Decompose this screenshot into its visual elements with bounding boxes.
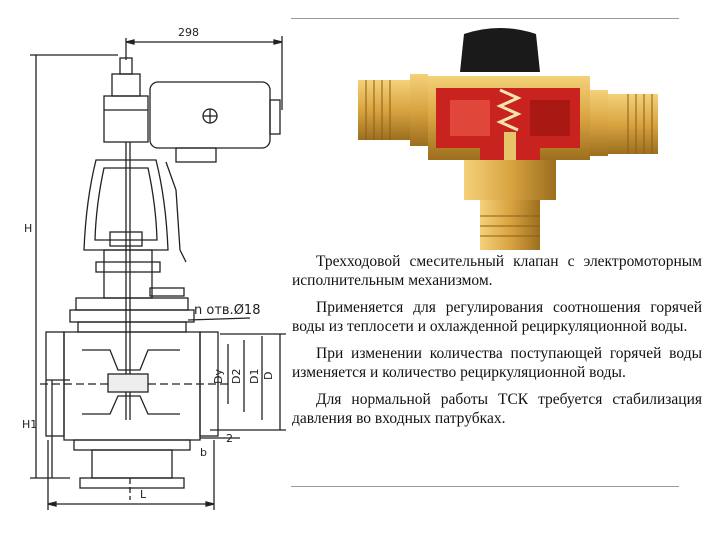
valve-technical-drawing bbox=[0, 0, 300, 540]
dim-D1-label: D1 bbox=[248, 368, 261, 384]
dim-D2-label: D2 bbox=[230, 368, 243, 384]
description-text bbox=[292, 252, 702, 436]
paragraph: Трехходовой смесительный клапан с электромоторным исполнительным механизмом. bbox=[292, 253, 702, 289]
dim-width-label: 298 bbox=[178, 26, 199, 39]
dim-Dy-label: Dy bbox=[212, 369, 225, 384]
valve-cutaway-photo bbox=[340, 20, 720, 260]
dim-H-label: H bbox=[24, 222, 33, 235]
paragraph: Для нормальной работы ТСК требуется стабилизация давления во входных патрубках. bbox=[292, 391, 702, 427]
holes-label: n отв.Ø18 bbox=[194, 303, 261, 318]
dim-b-label: b bbox=[200, 446, 207, 459]
dim-L-label: L bbox=[140, 488, 147, 501]
dim-D-label: D bbox=[262, 371, 275, 380]
bottom-divider bbox=[291, 486, 679, 487]
dim-H1-label: H1 bbox=[22, 418, 38, 431]
dim-2-label: 2 bbox=[226, 432, 233, 445]
top-divider bbox=[291, 18, 679, 19]
paragraph: При изменении количества поступающей горячей воды изменяется и количество рециркуляционной воды. bbox=[292, 345, 702, 381]
paragraph: Применяется для регулирования соотношения горячей воды из теплосети и охлажденной рециркуляционной воды. bbox=[292, 299, 702, 335]
